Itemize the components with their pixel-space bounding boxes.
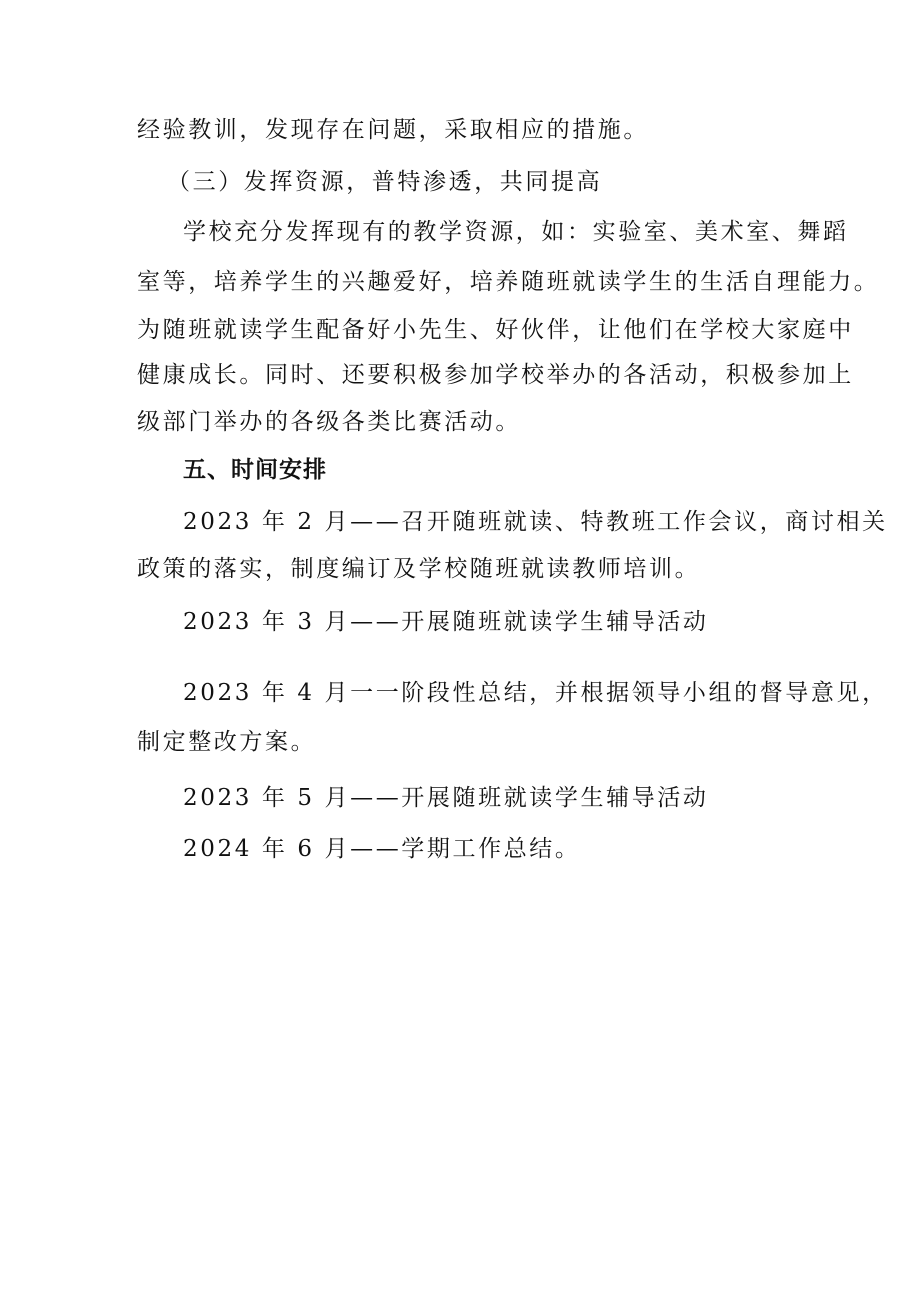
section-heading: 五、时间安排 xyxy=(183,457,327,483)
paragraph-line: 制定整改方案。 xyxy=(137,729,317,755)
schedule-item-jun: 2024 年 6 月——学期工作总结。 xyxy=(183,836,581,862)
paragraph-line: 经验教训，发现存在问题，采取相应的措施。 xyxy=(137,117,649,143)
paragraph-line: 学校充分发挥现有的教学资源，如：实验室、美术室、舞蹈 xyxy=(183,219,849,245)
schedule-item-may: 2023 年 5 月——开展随班就读学生辅导活动 xyxy=(183,785,709,811)
paragraph-line: 室等，培养学生的兴趣爱好，培养随班就读学生的生活自理能力。 xyxy=(137,269,880,295)
paragraph-line: 健康成长。同时、还要积极参加学校举办的各活动，积极参加上 xyxy=(137,362,854,388)
schedule-item-feb: 2023 年 2 月——召开随班就读、特教班工作会议，商讨相关 xyxy=(183,509,888,535)
paragraph-line: 政策的落实，制度编订及学校随班就读教师培训。 xyxy=(137,556,701,582)
schedule-item-apr: 2023 年 4 月一一阶段性总结，并根据领导小组的督导意见， xyxy=(183,680,888,706)
schedule-item-mar: 2023 年 3 月——开展随班就读学生辅导活动 xyxy=(183,609,709,635)
paragraph-line: 为随班就读学生配备好小先生、好伙伴，让他们在学校大家庭中 xyxy=(137,317,854,343)
paragraph-line: 级部门举办的各级各类比赛活动。 xyxy=(137,409,521,435)
subsection-title: （三）发挥资源，普特渗透，共同提高 xyxy=(167,169,603,195)
